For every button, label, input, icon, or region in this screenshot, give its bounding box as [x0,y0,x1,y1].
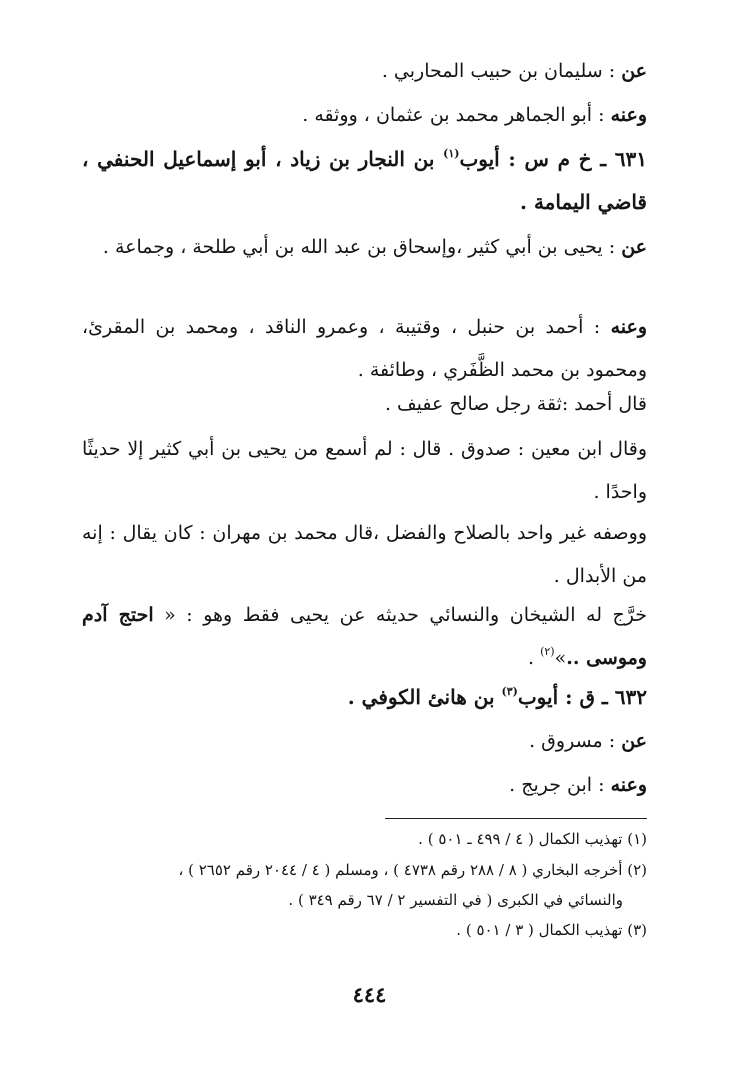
footnote-2-line-1: (٢) أخرجه البخاري ( ٨ / ٢٨٨ رقم ٤٧٣٨ ) ، ومسلم ( ٤ / ٢٠٤٤ رقم ٢٦٥٢ ) ، [178,861,647,879]
paragraph-qala-ahmad [82,383,647,426]
paragraph-text: : ابن جريج . [509,774,611,796]
label-wanhu: وعنه [610,316,647,338]
label-wanhu: وعنه [610,104,647,126]
paragraph-text: : أحمد بن حنبل ، وقتيبة ، وعمرو الناقد ، ومحمد بن المقرئ، ومحمود بن محمد الظَّفَري ، وطائفة . [82,316,647,381]
hadith-title: احتج آدم وموسى .. [82,604,647,669]
footnote-ref-1: (١) [443,147,460,160]
label-an: عن [621,236,647,258]
footnote-3: (٣) تهذيب الكمال ( ٣ / ٥٠١ ) . [456,921,647,939]
footnote-2-line-2: والنسائي في الكبرى ( في التفسير ٢ / ٦٧ رقم ٣٤٩ ) . [288,891,623,909]
paragraph-text: : سليمان بن حبيب المحاربي . [381,60,622,82]
entry-name: أيوب [517,685,559,709]
entry-rest: بن النجار بن زياد ، أبو إسماعيل الحنفي ، قاضي اليمامة . [82,147,647,214]
paragraph-wanhu-1 [82,94,647,137]
paragraph-an-3 [82,720,647,763]
paragraph-text: وقال ابن معين : صدوق . قال : لم أسمع من يحيى بن أبي كثير إلا حديثًا واحدًا . [82,438,647,503]
paragraph-text: : يحيى بن أبي كثير ،وإسحاق بن عبد الله بن أبي طلحة ، وجماعة . [102,236,622,258]
paragraph-kharraja [82,594,647,680]
label-an: عن [621,60,647,82]
paragraph-text: خرَّج له الشيخان والنسائي حديثه عن يحيى فقط وهو : « [153,604,647,626]
entry-heading-632 [82,676,647,719]
paragraph-an-1 [82,50,647,93]
paragraph-text: ووصفه غير واحد بالصلاح والفضل ،قال محمد بن مهران : كان يقال : إنه من الأبدال . [82,522,647,587]
paragraph-text: : أبو الجماهر محمد بن عثمان ، ووثقه . [302,104,611,126]
paragraph-text: : مسروق . [529,730,622,752]
paragraph-ibn-maeen [82,428,647,514]
footnote-ref-2: (٢) [540,645,555,658]
label-wanhu: وعنه [610,774,647,796]
footnote-1: (١) تهذيب الكمال ( ٤ / ٤٩٩ ـ ٥٠١ ) . [418,830,647,848]
entry-rest: بن هانئ الكوفي . [347,685,502,709]
entry-heading-631 [82,138,647,224]
entry-name: أيوب [459,147,500,171]
paragraph-wanhu-3 [82,764,647,807]
label-an: عن [621,730,647,752]
paragraph-wasafahu [82,512,647,598]
quote-close: » [554,647,567,669]
paragraph-end: . [527,647,541,669]
paragraph-wanhu-2 [82,306,647,392]
paragraph-an-2 [82,226,647,269]
footnote-divider [385,818,647,819]
paragraph-text: قال أحمد :ثقة رجل صالح عفيف . [384,393,647,415]
entry-number: ٦٣١ ـ خ م س : [499,147,647,171]
page-number: ٤٤٤ [352,982,387,1007]
footnote-ref-3: (٣) [501,685,518,698]
entry-number: ٦٣٢ ـ ق : [558,685,647,709]
